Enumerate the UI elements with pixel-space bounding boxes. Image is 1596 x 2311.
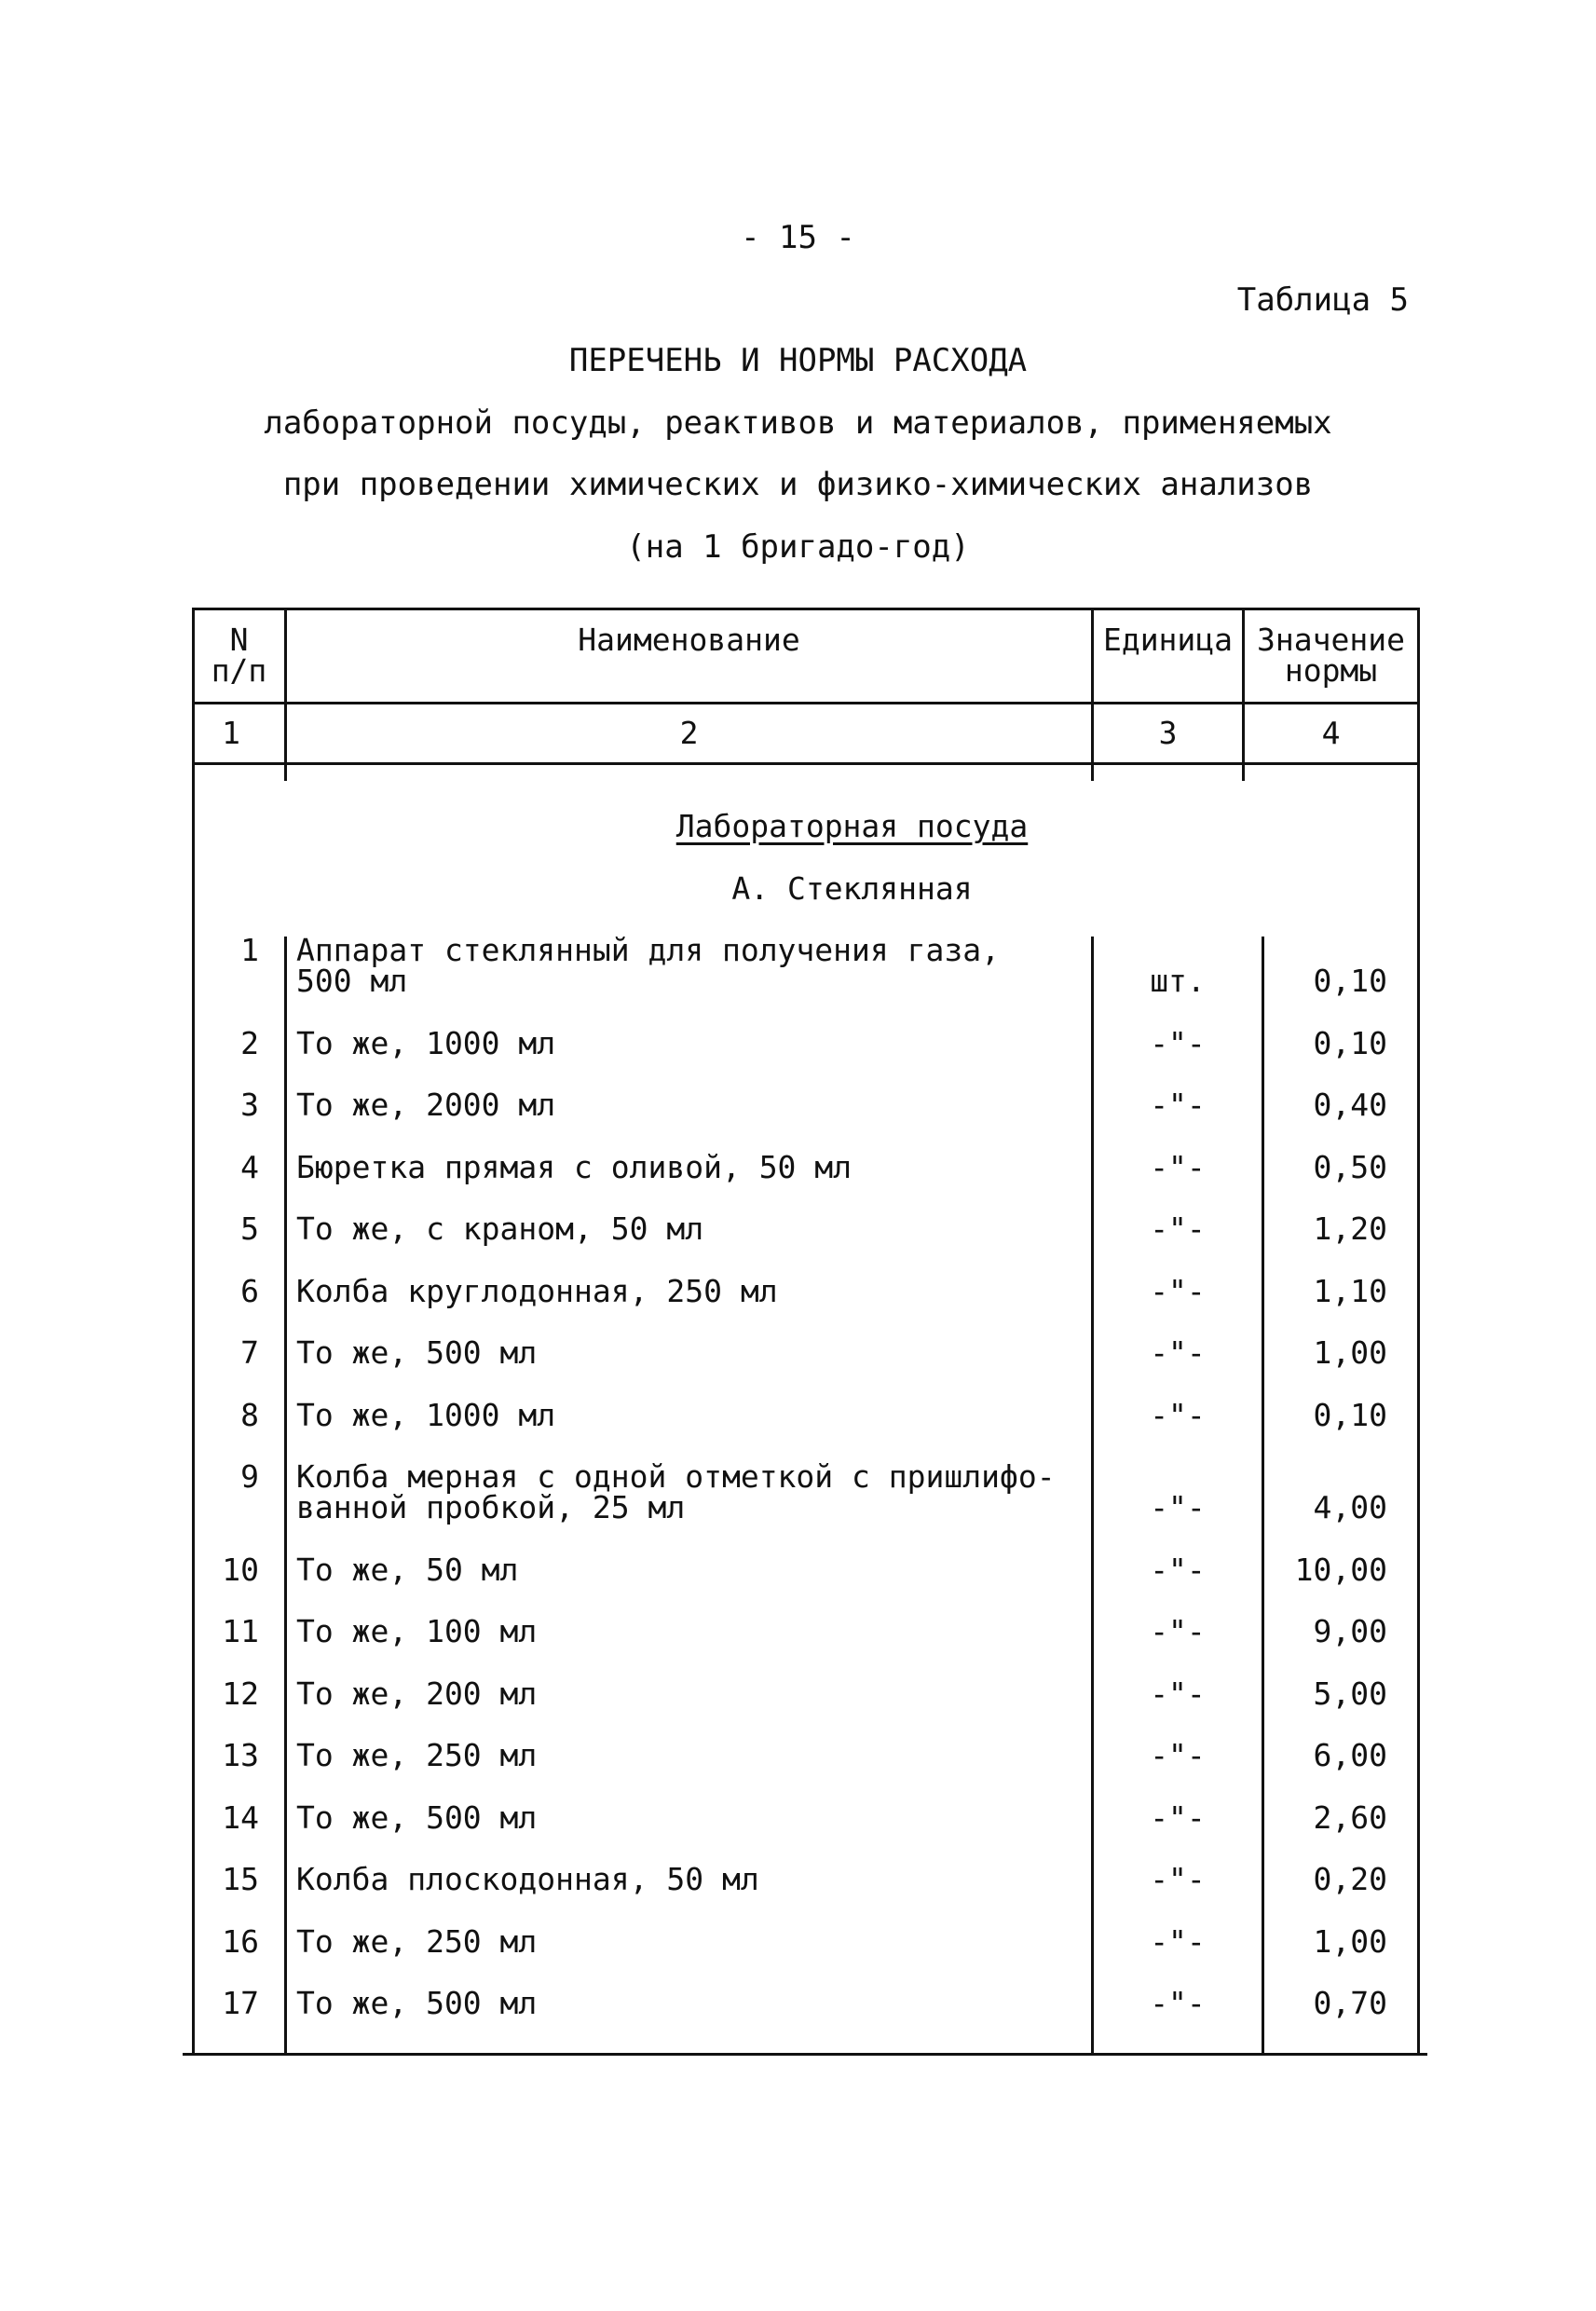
colnum-2: 2 [679,715,699,751]
row-value: 9,00 [1313,1613,1387,1649]
row-unit: -"- [1150,1210,1206,1247]
row-name: То же, с краном, 50 мл [296,1210,704,1247]
page-number: - 15 - [741,219,855,256]
row-unit: -"- [1150,1087,1206,1123]
row-number: 15 [222,1861,259,1897]
row-value: 2,60 [1313,1798,1387,1836]
row-name: ванной пробкой, 25 мл [296,1489,686,1525]
row-unit: -"- [1150,1551,1206,1588]
row-unit: -"- [1150,1798,1206,1836]
row-name: То же, 2000 мл [296,1087,556,1123]
row-name: Колба круглодонная, 250 мл [296,1272,778,1309]
table-label: Таблица 5 [1236,281,1409,319]
row-unit: -"- [1150,1489,1206,1525]
colnum-bottom-border [192,762,1420,765]
header-bottom-border [192,702,1420,704]
row-value: 0,40 [1313,1087,1387,1123]
header-unit: Единица [1102,622,1234,658]
row-name: То же, 50 мл [296,1551,519,1588]
row-name: То же, 250 мл [296,1737,538,1773]
row-number: 8 [240,1396,259,1433]
section-title: Лабораторная посуда [675,808,1029,844]
row-name: То же, 200 мл [296,1675,538,1712]
header-name: Наименование [578,622,800,658]
row-number: 5 [240,1210,259,1247]
row-value: 1,00 [1313,1922,1387,1960]
row-name: То же, 500 мл [296,1985,538,2021]
row-value: 0,10 [1313,963,1387,999]
row-number: 3 [240,1087,259,1123]
row-number: 9 [240,1458,259,1495]
header-value-line2: нормы [1284,652,1378,689]
row-name: То же, 500 мл [296,1334,538,1371]
row-number: 1 [240,932,259,968]
row-name: То же, 1000 мл [296,1396,556,1433]
row-number: 7 [240,1334,259,1371]
row-unit: -"- [1150,1737,1206,1773]
row-value: 0,20 [1313,1861,1387,1897]
colnum-3: 3 [1158,715,1178,751]
body-divider-1 [284,937,287,2055]
row-value: 0,10 [1313,1024,1387,1061]
header-num-line2: п/п [211,652,267,689]
row-value: 1,10 [1313,1272,1387,1309]
row-value: 10,00 [1294,1551,1387,1588]
table-subtitle-line2: при проведении химических и физико-химических анализов [282,466,1314,503]
row-number: 17 [222,1985,259,2021]
row-number: 10 [222,1551,259,1588]
table-right-border [1417,608,1420,2056]
row-number: 4 [240,1148,259,1185]
row-number: 13 [222,1737,259,1773]
row-name: 500 мл [296,963,408,999]
row-unit: -"- [1150,1272,1206,1309]
row-unit: -"- [1150,1861,1206,1897]
row-unit: -"- [1150,1613,1206,1649]
row-value: 5,00 [1313,1675,1387,1712]
row-number: 11 [222,1613,259,1649]
row-name: То же, 250 мл [296,1922,538,1960]
row-name: Колба мерная с одной отметкой с пришлифо- [296,1458,1056,1495]
row-value: 4,00 [1313,1489,1387,1525]
row-number: 2 [240,1024,259,1061]
row-unit: -"- [1150,1396,1206,1433]
table-subtitle-line3: (на 1 бригадо-год) [626,528,970,566]
row-number: 12 [222,1675,259,1712]
row-name: Колба плоскодонная, 50 мл [296,1861,759,1897]
row-name: Бюретка прямая с оливой, 50 мл [296,1148,853,1185]
row-value: 0,50 [1313,1148,1387,1185]
row-value: 1,00 [1313,1334,1387,1371]
table-bottom-border [183,2053,1427,2056]
table-subtitle-line1: лабораторной посуды, реактивов и материалов, применяемых [264,404,1332,442]
row-name: То же, 100 мл [296,1613,538,1649]
row-value: 6,00 [1313,1737,1387,1773]
row-unit: -"- [1150,1148,1206,1185]
row-name: То же, 500 мл [296,1798,538,1836]
row-number: 14 [222,1798,259,1836]
colnum-1: 1 [222,715,240,751]
row-unit: -"- [1150,1922,1206,1960]
row-value: 1,20 [1313,1210,1387,1247]
colnum-4: 4 [1321,715,1341,751]
table-top-border [192,608,1420,610]
row-number: 16 [222,1922,259,1960]
row-value: 0,10 [1313,1396,1387,1433]
row-number: 6 [240,1272,259,1309]
row-unit: -"- [1150,1985,1206,2021]
subsection-title: А. Стеклянная [731,870,973,907]
row-unit: -"- [1150,1675,1206,1712]
row-value: 0,70 [1313,1985,1387,2021]
row-name: То же, 1000 мл [296,1024,556,1061]
row-unit: -"- [1150,1334,1206,1371]
row-name: Аппарат стеклянный для получения газа, [296,932,1000,968]
table-left-border [192,608,195,2056]
header-value-line1: Значение [1257,622,1405,658]
header-num-line1: N [229,622,249,658]
row-unit: шт. [1150,963,1206,999]
row-unit: -"- [1150,1024,1206,1061]
table-title: ПЕРЕЧЕНЬ И НОРМЫ РАСХОДА [568,342,1028,379]
